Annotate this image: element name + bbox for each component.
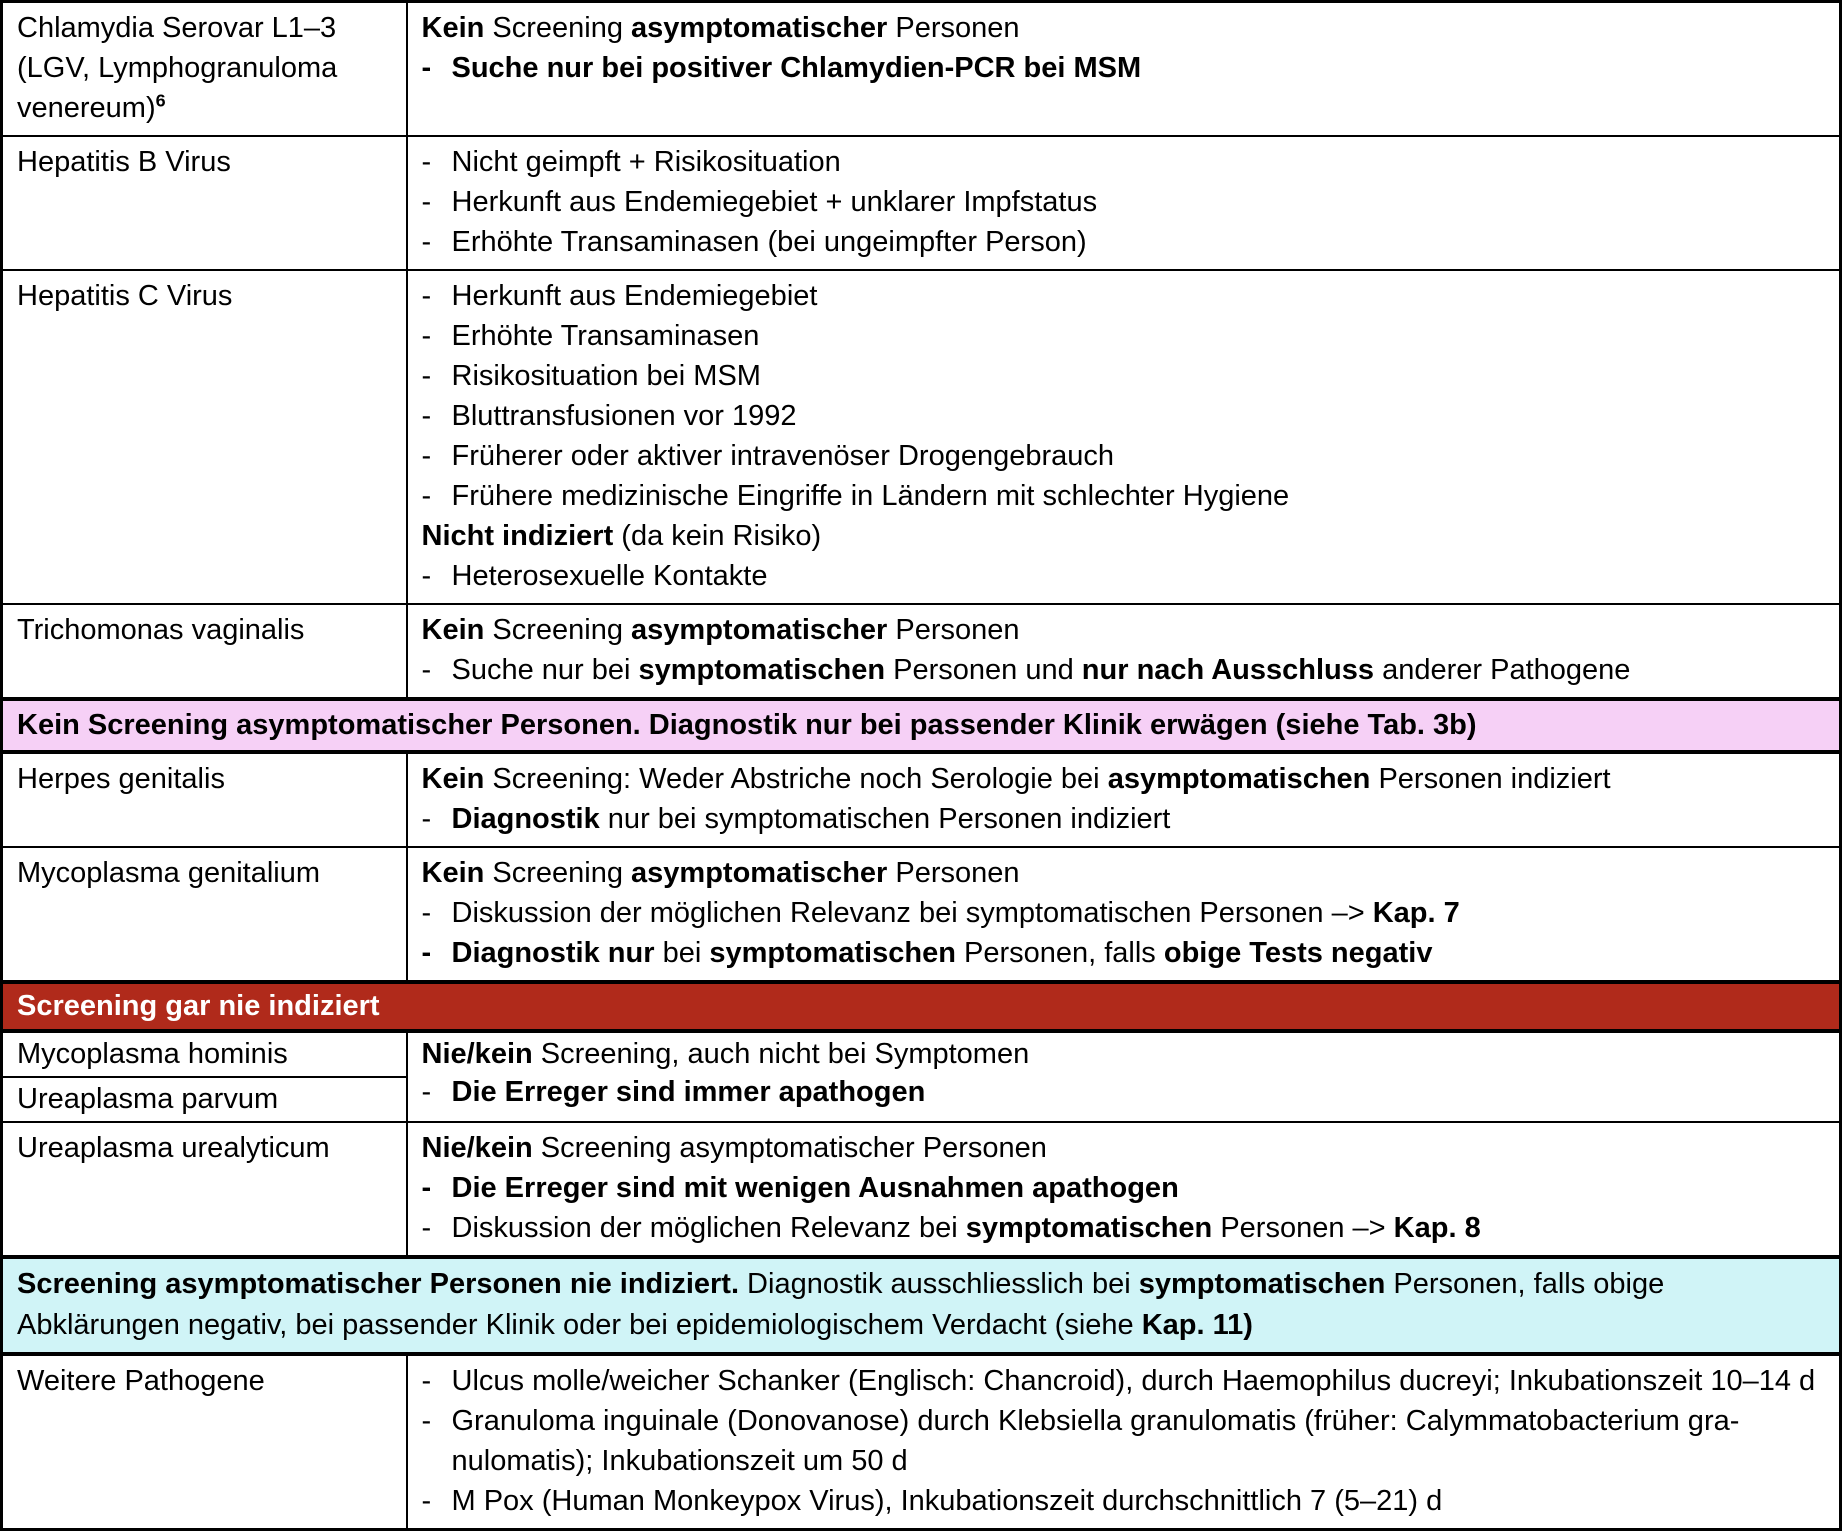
bullet-dash: - <box>421 280 432 312</box>
text-segment: Früherer oder aktiver intravenöser Drogengebrauch <box>451 440 1115 472</box>
text-segment: Screening asymptomatischer Personen <box>532 1132 1047 1164</box>
recommendation-cell <box>407 270 1841 604</box>
text-segment: Kein <box>421 12 485 44</box>
text-segment: Diskussion der möglichen Relevanz bei <box>451 1212 966 1244</box>
bullet-line <box>422 893 1828 933</box>
text-segment: Die Erreger sind immer apathogen <box>451 1076 926 1108</box>
bullet-line <box>422 1481 1828 1521</box>
text-segment: anderer Pathogene <box>1374 654 1631 686</box>
text-segment: Diagnostik <box>451 803 600 835</box>
text-line <box>17 1264 1825 1346</box>
text-line <box>17 142 394 182</box>
text-line <box>17 1128 394 1168</box>
bullet-dash: - <box>421 400 432 432</box>
bullet-line <box>422 356 1828 396</box>
bullet-text <box>452 1401 1828 1481</box>
bullet-text <box>452 1361 1828 1401</box>
bullet-text <box>452 396 1828 436</box>
text-segment: Bluttransfusionen vor 1992 <box>451 400 797 432</box>
text-segment: Screening <box>484 12 632 44</box>
text-line <box>422 516 1828 556</box>
text-segment: Kap. 7 <box>1372 897 1460 929</box>
text-segment: Kein <box>421 857 485 889</box>
bullet-line <box>422 142 1828 182</box>
banner-row-cyan <box>2 1257 1841 1354</box>
text-segment: M Pox (Human Monkeypox Virus), Inkubationszeit durchschnittlich 7 (5–21) d <box>451 1485 1443 1517</box>
bullet-dash: - <box>421 1212 432 1244</box>
table-row <box>2 604 1841 699</box>
text-segment: Hepatitis B Virus <box>17 146 231 178</box>
text-segment: Ulcus molle/weicher Schanker (Englisch: Chancroid), durch Haemophilus ducreyi; Inkubationszeit 10–14 d <box>451 1365 1816 1397</box>
recommendation-cell <box>407 604 1841 699</box>
table-row <box>2 1354 1841 1530</box>
text-segment: Diagnostik nur <box>451 937 655 969</box>
bullet-text <box>452 933 1828 973</box>
text-segment: Screening asymptomatischer Personen nie indiziert. <box>17 1268 739 1300</box>
text-segment: Herkunft aus Endemiegebiet <box>451 280 818 312</box>
recommendation-cell <box>407 847 1841 982</box>
recommendation-cell <box>407 1122 1841 1257</box>
bullet-line <box>422 182 1828 222</box>
bullet-line <box>422 48 1828 88</box>
pathogen-cell <box>2 270 407 604</box>
bullet-line <box>422 1073 1828 1111</box>
text-line <box>422 1128 1828 1168</box>
text-segment: Kein <box>421 614 485 646</box>
bullet-text <box>452 182 1828 222</box>
text-segment: Screening <box>484 614 632 646</box>
banner-row-red <box>2 982 1841 1031</box>
bullet-dash: - <box>421 146 432 178</box>
text-segment: Mycoplasma hominis <box>17 1038 288 1070</box>
pathogen-cell <box>2 847 407 982</box>
bullet-dash: - <box>421 440 432 472</box>
bullet-line <box>422 556 1828 596</box>
table-row <box>2 1122 1841 1257</box>
text-segment: Granuloma inguinale (Donovanose) durch Klebsiella granulomatis (früher: Calymmatobacterium gra-nulomatis); Inkubationszeit um 50 d <box>451 1405 1740 1477</box>
text-segment: Personen indiziert <box>1370 763 1611 795</box>
text-segment: Kein Screening asymptomatischer Personen. Diagnostik nur bei passender Klinik erwägen (siehe Tab. 3b) <box>17 709 1477 741</box>
text-segment: symptomatischen <box>1138 1268 1386 1300</box>
recommendation-cell <box>407 1354 1841 1530</box>
bullet-text <box>452 556 1828 596</box>
table-row <box>2 136 1841 270</box>
bullet-line <box>422 650 1828 690</box>
text-segment: Heterosexuelle Kontakte <box>451 560 768 592</box>
text-segment: asymptomatischer <box>631 12 888 44</box>
text-segment: Suche nur bei positiver Chlamydien-PCR bei MSM <box>451 52 1142 84</box>
text-segment: Herkunft aus Endemiegebiet + unklarer Impfstatus <box>451 186 1098 218</box>
bullet-line <box>422 1208 1828 1248</box>
text-segment: Screening <box>484 857 632 889</box>
bullet-dash: - <box>421 1485 432 1517</box>
text-segment: Ureaplasma parvum <box>17 1083 279 1115</box>
text-line <box>17 276 394 316</box>
text-segment: Nicht geimpft + Risikosituation <box>451 146 841 178</box>
table-row <box>2 847 1841 982</box>
bullet-line <box>422 276 1828 316</box>
text-segment: Screening: Weder Abstriche noch Serologie bei <box>484 763 1108 795</box>
text-segment: Suche nur bei <box>451 654 639 686</box>
bullet-text <box>452 222 1828 262</box>
text-segment: Personen –> <box>1212 1212 1394 1244</box>
text-segment: nur bei symptomatischen Personen indiziert <box>599 803 1171 835</box>
pathogen-cell <box>2 1077 407 1122</box>
text-line <box>422 1035 1828 1073</box>
bullet-dash: - <box>421 803 432 835</box>
text-segment: asymptomatischer <box>631 857 888 889</box>
bullet-line <box>422 799 1828 839</box>
bullet-dash: - <box>421 1365 432 1397</box>
recommendation-cell <box>407 2 1841 137</box>
pathogen-cell <box>2 1354 407 1530</box>
text-segment: Nicht indiziert <box>421 520 614 552</box>
bullet-text <box>452 1481 1828 1521</box>
bullet-line <box>422 1168 1828 1208</box>
bullet-dash: - <box>421 480 432 512</box>
bullet-dash: - <box>421 560 432 592</box>
table-row <box>2 1031 1841 1077</box>
text-line <box>422 759 1828 799</box>
pathogen-cell <box>2 136 407 270</box>
text-segment: asymptomatischer <box>631 614 888 646</box>
text-segment: Screening, auch nicht bei Symptomen <box>532 1038 1030 1070</box>
bullet-line <box>422 476 1828 516</box>
text-line <box>422 853 1828 893</box>
table-body <box>2 2 1841 1530</box>
text-segment: Personen, falls <box>955 937 1164 969</box>
footnote-marker: 6 <box>155 90 166 111</box>
table-row <box>2 2 1841 137</box>
recommendation-cell <box>407 136 1841 270</box>
text-segment: Hepatitis C Virus <box>17 280 233 312</box>
table-row <box>2 270 1841 604</box>
pathogen-cell <box>2 1122 407 1257</box>
text-line <box>422 8 1828 48</box>
text-segment: Personen und <box>885 654 1082 686</box>
banner-text <box>2 1257 1841 1354</box>
bullet-line <box>422 316 1828 356</box>
text-line <box>17 759 394 799</box>
bullet-dash: - <box>421 360 432 392</box>
text-line <box>17 1361 394 1401</box>
text-segment: Personen, falls obige Abklärungen negativ, bei passender Klinik oder bei epidemiologischem Verdacht (siehe <box>17 1268 1665 1341</box>
text-segment: symptomatischen <box>709 937 956 969</box>
bullet-dash: - <box>421 226 432 258</box>
bullet-text <box>452 650 1828 690</box>
text-segment: Trichomonas vaginalis <box>17 614 305 646</box>
bullet-text <box>452 48 1828 88</box>
text-line <box>422 610 1828 650</box>
text-segment: Nie/kein <box>421 1038 533 1070</box>
text-segment: Kap. 11) <box>1141 1309 1253 1341</box>
bullet-text <box>452 316 1828 356</box>
text-segment: Chlamydia Serovar L1–3 (LGV, Lymphogranuloma venereum) <box>17 12 338 124</box>
bullet-dash: - <box>421 937 432 969</box>
bullet-text <box>452 1073 1828 1111</box>
text-segment: nur nach Ausschluss <box>1081 654 1375 686</box>
bullet-text <box>452 1208 1828 1248</box>
text-segment: Personen <box>887 614 1020 646</box>
recommendation-cell <box>407 752 1841 847</box>
bullet-text <box>452 799 1828 839</box>
text-segment: symptomatischen <box>638 654 886 686</box>
text-segment: Nie/kein <box>421 1132 533 1164</box>
text-segment: Herpes genitalis <box>17 763 225 795</box>
text-segment: Diskussion der möglichen Relevanz bei symptomatischen Personen –> <box>451 897 1373 929</box>
text-segment: Risikosituation bei MSM <box>451 360 761 392</box>
banner-text <box>2 982 1841 1031</box>
bullet-text <box>452 276 1828 316</box>
bullet-text <box>452 436 1828 476</box>
text-segment: Erhöhte Transaminasen <box>451 320 760 352</box>
bullet-dash: - <box>421 1172 432 1204</box>
bullet-text <box>452 476 1828 516</box>
pathogen-cell <box>2 604 407 699</box>
bullet-line <box>422 436 1828 476</box>
bullet-dash: - <box>421 1405 432 1437</box>
text-line <box>17 8 394 128</box>
text-line <box>17 1035 394 1073</box>
bullet-line <box>422 1401 1828 1481</box>
bullet-line <box>422 222 1828 262</box>
text-segment: Kap. 8 <box>1393 1212 1481 1244</box>
bullet-dash: - <box>421 320 432 352</box>
recommendation-cell <box>407 1031 1841 1122</box>
text-line <box>17 989 1825 1023</box>
banner-row-pink <box>2 699 1841 752</box>
text-segment: symptomatischen <box>965 1212 1213 1244</box>
text-segment: (da kein Risiko) <box>613 520 822 552</box>
pathogen-cell <box>2 752 407 847</box>
text-segment: bei <box>654 937 710 969</box>
bullet-text <box>452 356 1828 396</box>
bullet-text <box>452 893 1828 933</box>
text-segment: asymptomatischen <box>1107 763 1371 795</box>
pathogen-cell <box>2 1031 407 1077</box>
bullet-dash: - <box>421 186 432 218</box>
banner-text <box>2 699 1841 752</box>
text-segment: Personen <box>887 857 1020 889</box>
text-segment: Kein <box>421 763 485 795</box>
text-segment: obige Tests negativ <box>1163 937 1433 969</box>
text-line <box>17 853 394 893</box>
text-segment: Personen <box>887 12 1020 44</box>
bullet-line <box>422 933 1828 973</box>
bullet-dash: - <box>421 1076 432 1108</box>
text-segment: Die Erreger sind mit wenigen Ausnahmen apathogen <box>451 1172 1179 1204</box>
text-segment: Screening gar nie indiziert <box>17 990 380 1022</box>
bullet-text <box>452 142 1828 182</box>
bullet-dash: - <box>421 52 432 84</box>
text-line <box>17 610 394 650</box>
bullet-text <box>452 1168 1828 1208</box>
text-segment: Diagnostik ausschliesslich bei <box>739 1268 1139 1300</box>
bullet-dash: - <box>421 654 432 686</box>
pathogen-cell <box>2 2 407 137</box>
table-row <box>2 752 1841 847</box>
bullet-dash: - <box>421 897 432 929</box>
text-segment: Mycoplasma genitalium <box>17 857 321 889</box>
bullet-line <box>422 1361 1828 1401</box>
bullet-line <box>422 396 1828 436</box>
text-segment: Frühere medizinische Eingriffe in Ländern mit schlechter Hygiene <box>451 480 1290 512</box>
text-segment: Weitere Pathogene <box>17 1365 265 1397</box>
text-line <box>17 706 1825 744</box>
text-segment: Ureaplasma urealyticum <box>17 1132 330 1164</box>
text-line <box>17 1080 394 1118</box>
text-segment: Erhöhte Transaminasen (bei ungeimpfter Person) <box>451 226 1087 258</box>
